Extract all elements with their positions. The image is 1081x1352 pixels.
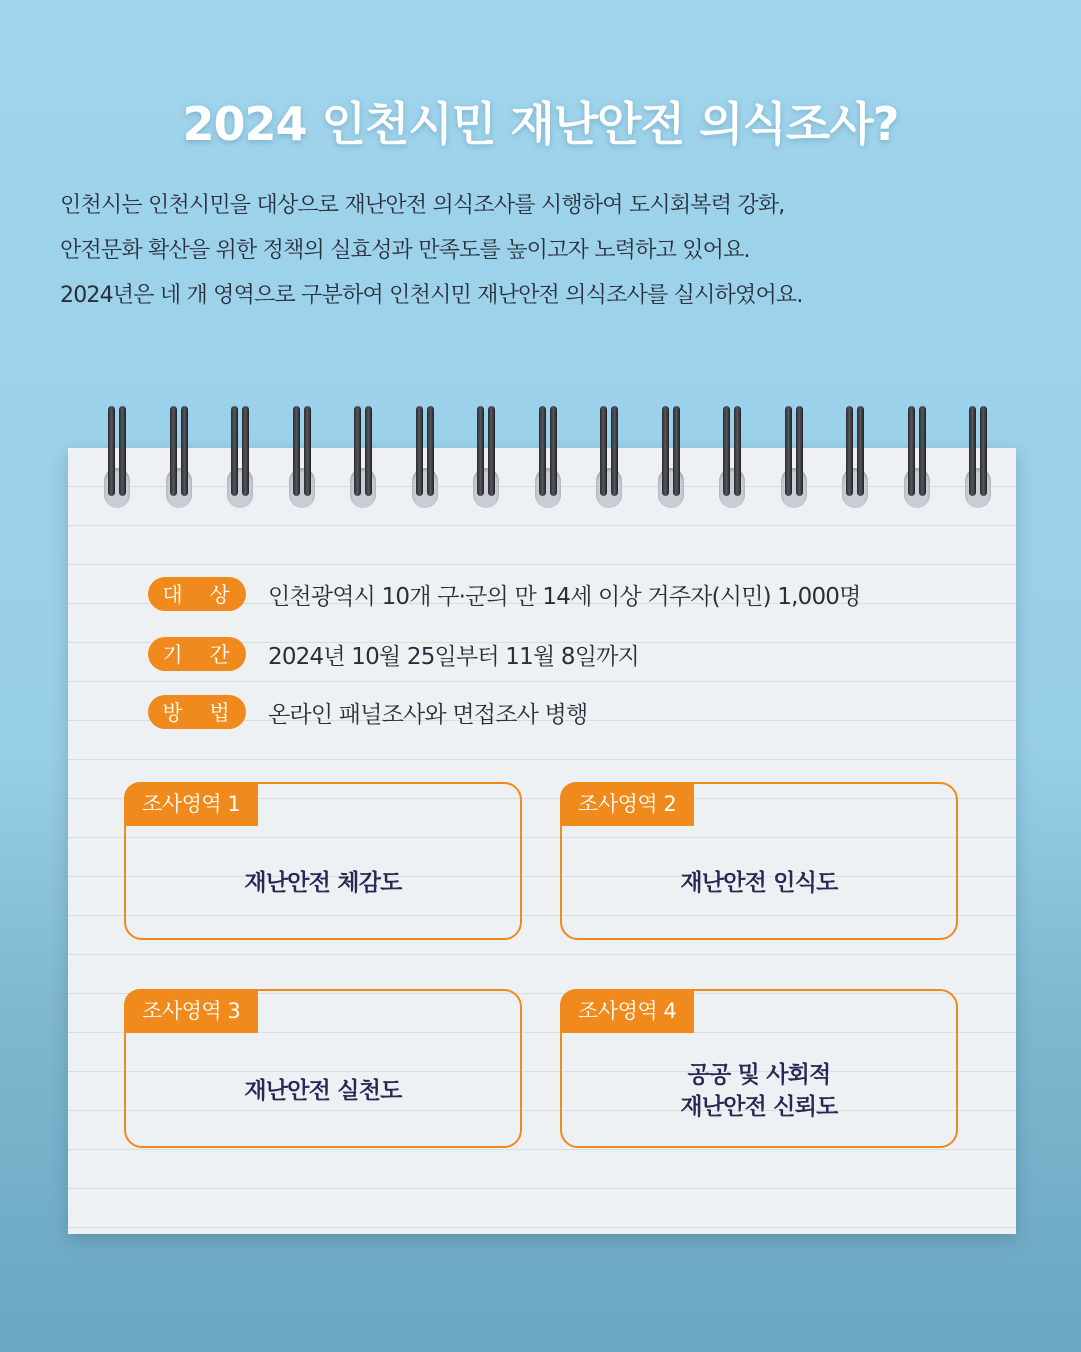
spiral-ring [412, 406, 438, 506]
spiral-ring [166, 406, 192, 506]
spiral-ring [842, 406, 868, 506]
survey-area-1 [124, 782, 522, 940]
survey-area-3 [124, 989, 522, 1148]
info-row-period [148, 636, 639, 672]
spiral-ring [104, 406, 130, 506]
survey-area-1-label: 조사영역 1 [124, 782, 258, 826]
period-label: 기 간 [148, 637, 246, 671]
survey-area-3-title: 재난안전 실천도 [244, 1077, 402, 1104]
survey-area-4-title-line2: 재난안전 신뢰도 [680, 1093, 838, 1120]
spiral-ring [658, 406, 684, 506]
spiral-ring [350, 406, 376, 506]
survey-area-4-label: 조사영역 4 [560, 989, 694, 1033]
spiral-ring [719, 406, 745, 506]
survey-area-1-title: 재난안전 체감도 [244, 870, 402, 896]
intro-line: 2024년은 네 개 영역으로 구분하여 인천시민 재난안전 의식조사를 실시하였어요. [60, 283, 803, 308]
spiral-ring [596, 406, 622, 506]
survey-area-3-label: 조사영역 3 [124, 989, 258, 1033]
spiral-ring [904, 406, 930, 506]
spiral-ring [227, 406, 253, 506]
survey-area-4 [560, 989, 958, 1148]
spiral-ring [473, 406, 499, 506]
spiral-ring [965, 406, 991, 506]
period-value: 2024년 10월 25일부터 11월 8일까지 [268, 643, 639, 670]
info-row-target [148, 576, 861, 612]
spiral-ring [535, 406, 561, 506]
spiral-binding [68, 448, 1016, 568]
intro-line: 인천시는 인천시민을 대상으로 재난안전 의식조사를 시행하여 도시회복력 강화, [60, 193, 785, 218]
method-value: 온라인 패널조사와 면접조사 병행 [268, 701, 588, 728]
info-row-method [148, 694, 587, 730]
survey-area-2-label: 조사영역 2 [560, 782, 694, 826]
page-title: 2024 인천시민 재난안전 의식조사? [182, 97, 899, 151]
intro-text [60, 192, 1040, 327]
spiral-notepad [68, 448, 1016, 1234]
survey-area-4-title-line1: 공공 및 사회적 [687, 1061, 831, 1088]
survey-area-2 [560, 782, 958, 940]
method-label: 방 법 [148, 695, 246, 729]
spiral-ring [289, 406, 315, 506]
spiral-ring [781, 406, 807, 506]
survey-area-2-title: 재난안전 인식도 [680, 870, 838, 896]
intro-line: 안전문화 확산을 위한 정책의 실효성과 만족도를 높이고자 노력하고 있어요. [60, 238, 750, 263]
target-value: 인천광역시 10개 구·군의 만 14세 이상 거주자(시민) 1,000명 [268, 583, 861, 610]
target-label: 대 상 [148, 577, 246, 611]
